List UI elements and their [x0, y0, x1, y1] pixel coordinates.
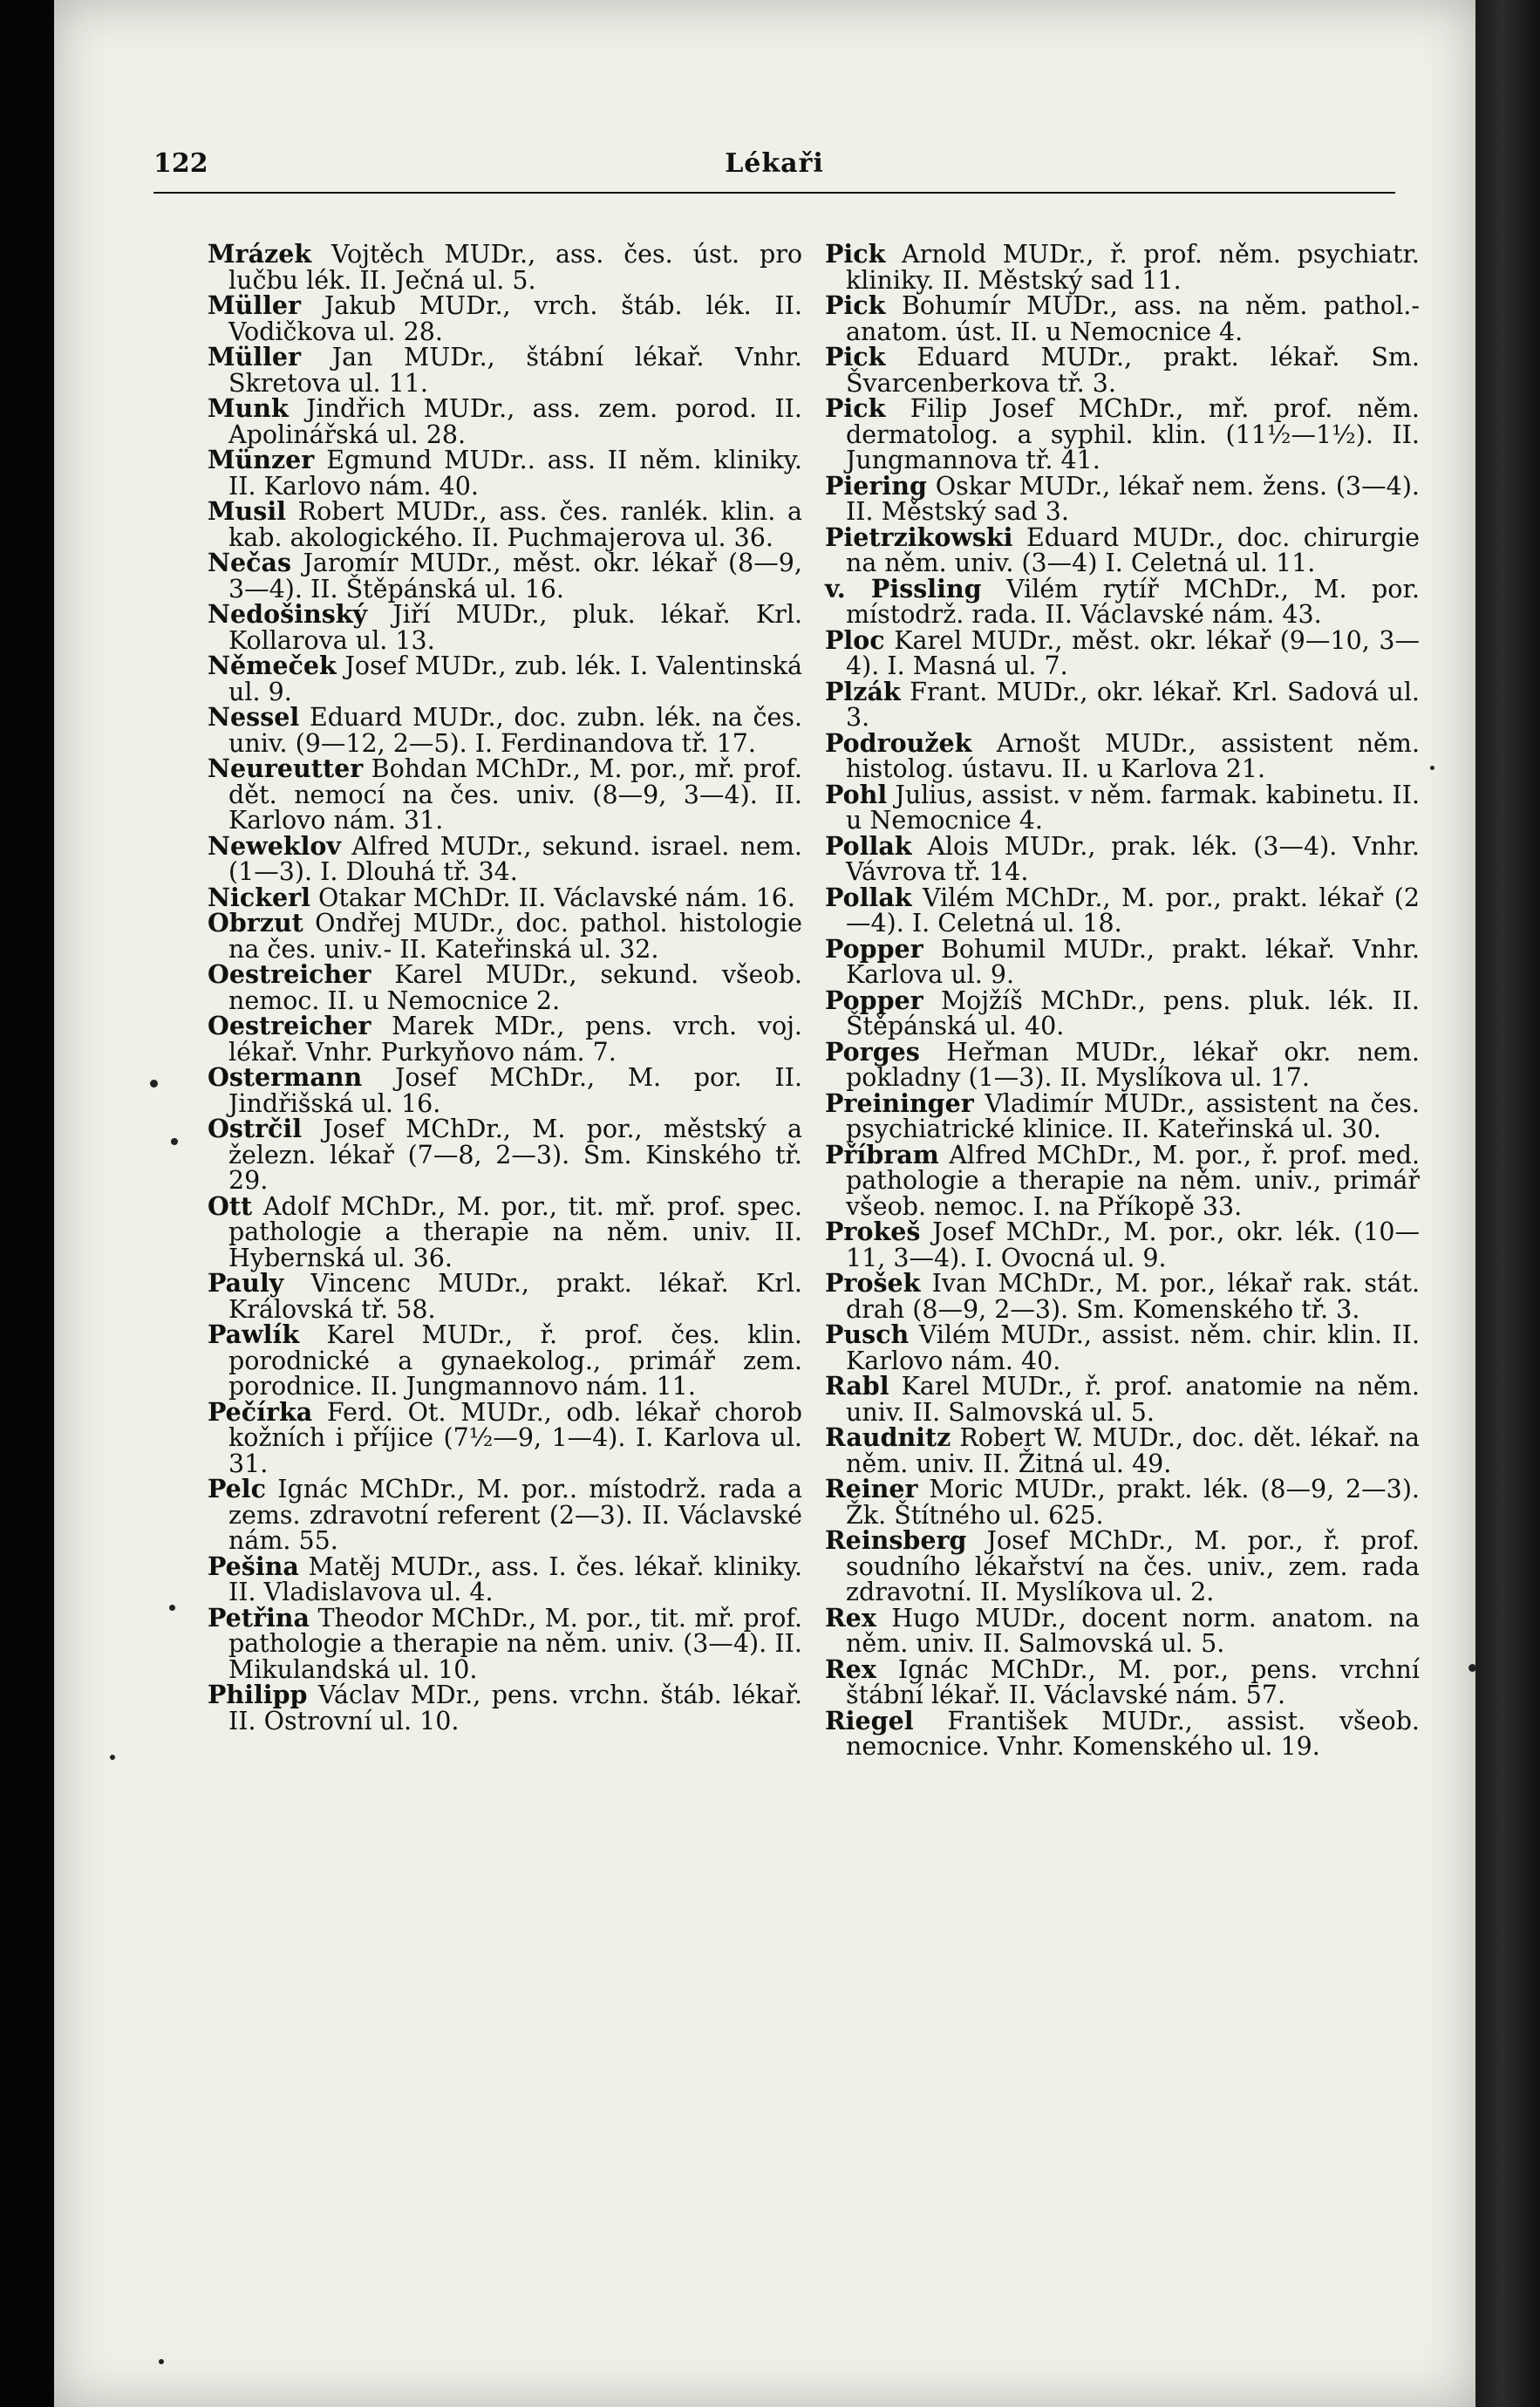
entry-surname: Riegel — [825, 1705, 914, 1735]
directory-entry — [825, 573, 1421, 629]
directory-entry — [208, 550, 802, 602]
entry-details: Julius, assist. v něm. farmak. kabinetu. II. u Nemocnice 4. — [846, 780, 1421, 835]
entry-details: Oskar MUDr., lékař nem. žens. (3—4). II. Městský sad 3. — [846, 471, 1420, 526]
entry-details: Ferd. Ot. MUDr., odb. lékař chorob kožních i příjice (7½—9, 1—4). I. Karlova ul. 31. — [228, 1397, 803, 1478]
entry-details: Matěj MUDr., ass. I. čes. lékař. kliniky. II. Vladislavova ul. 4. — [228, 1551, 803, 1606]
directory-entry — [825, 1319, 1420, 1375]
entry-details: Jaromír MUDr., měst. okr. lékař (8—9, 3—4). II. Štěpánská ul. 16. — [228, 549, 802, 603]
entry-surname: Pick — [825, 393, 886, 423]
directory-entry — [825, 882, 1420, 938]
entry-surname: Müller — [208, 342, 302, 372]
directory-entry — [208, 1268, 802, 1324]
entry-surname: Reinsberg — [825, 1525, 967, 1555]
entry-surname: Rabl — [825, 1371, 889, 1401]
entry-surname: Nedošinský — [208, 599, 368, 629]
scan-speck — [150, 1080, 158, 1088]
entry-surname: Popper — [825, 985, 923, 1015]
entry-surname: Nessel — [208, 702, 300, 732]
entry-details: Hugo MUDr., docent norm. anatom. na něm. univ. II. Salmovská ul. 5. — [846, 1603, 1421, 1658]
directory-entry — [208, 882, 802, 912]
directory-entry — [825, 1422, 1420, 1478]
entry-details: Robert W. MUDr., doc. dět. lékař. na něm. univ. II. Žitná ul. 49. — [846, 1423, 1420, 1478]
entry-details: Arnold MUDr., ř. prof. něm. psychiatr. kliniky. II. Městský sad 11. — [846, 240, 1420, 295]
entry-details: Karel MUDr., ř. prof. anatomie na něm. univ. II. Salmovská ul. 5. — [846, 1372, 1420, 1427]
directory-entry — [208, 447, 802, 499]
entry-surname: Raudnitz — [825, 1422, 951, 1452]
entry-surname: Prošek — [825, 1268, 921, 1298]
entry-details: Vilém MUDr., assist. něm. chir. klin. II. Karlovo nám. 40. — [846, 1320, 1420, 1375]
scan-speck — [169, 1605, 175, 1611]
entry-details: Moric MUDr., prakt. lék. (8—9, 2—3). Žk. Štítného ul. 625. — [846, 1475, 1420, 1530]
directory-entry — [825, 393, 1420, 474]
entry-surname: Obrzut — [208, 908, 303, 938]
entry-surname: Nečas — [208, 548, 292, 577]
entry-details: Vilém MChDr., M. por., prakt. lékař (2—4). I. Celetná ul. 18. — [846, 883, 1420, 938]
entry-surname: Munk — [208, 393, 289, 423]
directory-entry — [208, 1476, 802, 1554]
entry-details: Ignác MChDr., M. por., pens. vrchní štábní lékař. II. Václavské nám. 57. — [846, 1654, 1420, 1709]
entry-details: Josef MChDr., M. por., ř. prof. soudního lékařství na čes. univ., zem. rada zdravotní. II. Myslíkova ul. 2. — [846, 1526, 1420, 1606]
directory-entry — [208, 653, 802, 705]
directory-entry — [825, 1602, 1421, 1658]
entry-surname: Pohl — [825, 779, 888, 809]
entry-details: Vilém rytíř MChDr., M. por. místodrž. rada. II. Václavské nám. 43. — [846, 574, 1421, 629]
entry-details: Jan MUDr., štábní lékař. Vnhr. Skretova ul. 11. — [228, 343, 802, 398]
page-number: 122 — [153, 148, 208, 179]
directory-entry — [208, 344, 802, 396]
entry-surname: Pick — [825, 342, 886, 372]
entry-details: Vojtěch MUDr., ass. čes. úst. pro lučbu lék. II. Ječná ul. 5. — [228, 240, 803, 295]
directory-entry — [825, 933, 1420, 989]
directory-entry — [208, 1682, 802, 1734]
directory-entry — [825, 1705, 1420, 1761]
entry-surname: Ostrčil — [208, 1114, 303, 1143]
entry-surname: Pollak — [825, 882, 912, 912]
entry-surname: v. Pissling — [825, 573, 982, 603]
entry-surname: Plzák — [825, 676, 901, 706]
entry-details: Eduard MUDr., doc. chirurgie na něm. univ. (3—4) I. Celetná ul. 11. — [846, 522, 1421, 577]
entry-surname: Prokeš — [825, 1217, 921, 1246]
entry-details: Ignác MChDr., M. por.. místodrž. rada a zems. zdravotní referent (2—3). II. Václavské nám. 55. — [228, 1475, 803, 1555]
directory-entry — [208, 959, 802, 1015]
entry-details: Egmund MUDr.. ass. II něm. kliniky. II. Karlovo nám. 40. — [228, 446, 802, 501]
entry-surname: Ostermann — [208, 1062, 363, 1092]
directory-entry — [825, 1371, 1420, 1427]
directory-entry — [208, 599, 803, 655]
entry-surname: Pick — [825, 290, 886, 320]
scan-speck — [1468, 1664, 1476, 1672]
directory-entry — [825, 239, 1420, 295]
entry-details: Adolf MChDr., M. por., tit. mř. prof. spec. pathologie a therapie na něm. univ. II. Hybernská ul. 36. — [228, 1191, 802, 1272]
directory-entry — [208, 702, 802, 758]
entry-details: Eduard MUDr., prakt. lékař. Sm. Švarcenberkova tř. 3. — [846, 343, 1420, 398]
entry-details: Otakar MChDr. II. Václavské nám. 16. — [318, 883, 795, 912]
directory-entry — [208, 1190, 802, 1272]
directory-entry — [825, 470, 1420, 526]
directory-entry — [825, 1654, 1420, 1709]
entry-surname: Porges — [825, 1036, 920, 1067]
directory-entry — [208, 1013, 802, 1065]
scan-speck — [171, 1138, 178, 1145]
entry-surname: Němeček — [208, 651, 337, 680]
entry-surname: Příbram — [825, 1139, 939, 1169]
entry-details: Karel MUDr., sekund. všeob. nemoc. II. u Nemocnice 2. — [228, 960, 802, 1015]
entry-surname: Müller — [208, 290, 302, 320]
running-title: Lékaři — [725, 148, 824, 179]
entry-surname: Ott — [208, 1190, 253, 1221]
directory-entry — [825, 1088, 1420, 1143]
directory-entry — [208, 239, 803, 295]
directory-entry — [208, 1116, 802, 1194]
directory-entry — [208, 1551, 803, 1606]
entry-surname: Musil — [208, 496, 286, 526]
directory-entry — [208, 753, 802, 835]
entry-surname: Rex — [825, 1602, 876, 1633]
directory-entry — [825, 290, 1420, 346]
entry-surname: Piering — [825, 470, 927, 501]
entry-surname: Neweklov — [208, 830, 341, 861]
entry-surname: Reiner — [825, 1474, 918, 1504]
book-edge-shadow — [1475, 0, 1540, 2407]
directory-entry — [825, 727, 1421, 783]
directory-entry — [208, 496, 802, 552]
entry-surname: Pawlík — [208, 1319, 300, 1349]
entry-details: Robert MUDr., ass. čes. ranlék. klin. a kab. akologického. II. Puchmajerova ul. 36. — [228, 497, 802, 552]
entry-surname: Pick — [825, 239, 886, 269]
entry-details: Bohdan MChDr., M. por., mř. prof. dět. nemocí na čes. univ. (8—9, 3—4). II. Karlovo nám. 31. — [228, 754, 802, 835]
directory-entry — [825, 344, 1420, 396]
directory-entry — [208, 1396, 803, 1478]
directory-entry — [825, 1525, 1420, 1606]
entry-surname: Oestreicher — [208, 959, 371, 989]
entry-details: Marek MDr., pens. vrch. voj. lékař. Vnhr. Purkyňovo nám. 7. — [228, 1012, 802, 1067]
directory-entry — [825, 830, 1420, 886]
directory-entry — [825, 1139, 1421, 1221]
scan-speck — [159, 2359, 164, 2364]
entry-details: Jiří MUDr., pluk. lékař. Krl. Kollarova ul. 13. — [228, 600, 803, 655]
entry-details: Josef MChDr., M. por. II. Jindřišská ul. 16. — [228, 1063, 803, 1118]
entry-details: Jindřich MUDr., ass. zem. porod. II. Apolinářská ul. 28. — [228, 394, 802, 449]
directory-entry — [208, 1602, 802, 1684]
directory-entry — [825, 1036, 1420, 1092]
directory-entry — [208, 393, 802, 449]
entry-details: Alfred MChDr., M. por., ř. prof. med. pathologie a therapie na něm. univ., primář všeob. nemoc. I. na Příkopě 33. — [846, 1140, 1421, 1221]
scan-speck — [110, 1755, 115, 1760]
left-column — [208, 239, 803, 1735]
entry-surname: Pečírka — [208, 1396, 313, 1427]
entry-details: Karel MUDr., ř. prof. čes. klin. porodnické a gynaekolog., primář zem. porodnice. II. Jungmannovo nám. 11. — [228, 1320, 802, 1401]
entry-details: Alfred MUDr., sekund. israel. nem. (1—3). I. Dlouhá tř. 34. — [228, 831, 802, 886]
entry-details: Heřman MUDr., lékař okr. nem. pokladny (1—3). II. Myslíkova ul. 17. — [846, 1037, 1420, 1092]
entry-surname: Petřina — [208, 1602, 310, 1633]
entry-details: Alois MUDr., prak. lék. (3—4). Vnhr. Vávrova tř. 14. — [846, 831, 1420, 886]
directory-entry — [825, 985, 1420, 1040]
directory-entry — [825, 1219, 1420, 1271]
entry-details: Ivan MChDr., M. por., lékař rak. stát. drah (8—9, 2—3). Sm. Komenského tř. 3. — [846, 1269, 1421, 1324]
directory-entry — [825, 1476, 1420, 1528]
directory-entry — [208, 1319, 802, 1401]
entry-surname: Ploc — [825, 624, 885, 655]
directory-entry — [825, 624, 1420, 680]
entry-details: Josef MUDr., zub. lék. I. Valentinská ul. 9. — [228, 651, 802, 706]
entry-details: Arnošt MUDr., assistent něm. histolog. ústavu. II. u Karlova 21. — [846, 728, 1421, 783]
directory-entry — [825, 522, 1421, 577]
entry-details: Karel MUDr., měst. okr. lékař (9—10, 3—4). I. Masná ul. 7. — [846, 625, 1420, 680]
entry-details: Bohumír MUDr., ass. na něm. pathol.-anatom. úst. II. u Nemocnice 4. — [846, 291, 1420, 346]
entry-details: František MUDr., assist. všeob. nemocnice. Vnhr. Komenského ul. 19. — [846, 1706, 1420, 1761]
entry-surname: Pauly — [208, 1268, 284, 1298]
right-column — [825, 239, 1421, 1761]
entry-surname: Philipp — [208, 1680, 308, 1709]
entry-details: Josef MChDr., M. por., městský a železn. lékař (7—8, 2—3). Sm. Kinského tř. 29. — [228, 1115, 802, 1195]
entry-surname: Rex — [825, 1654, 876, 1684]
entry-details: Jakub MUDr., vrch. štáb. lék. II. Vodičkova ul. 28. — [228, 291, 803, 346]
directory-entry — [208, 830, 802, 886]
entry-details: Bohumil MUDr., prakt. lékař. Vnhr. Karlova ul. 9. — [846, 934, 1420, 989]
entry-details: Filip Josef MChDr., mř. prof. něm. dermatolog. a syphil. klin. (11½—1½). II. Jungmannova tř. 41. — [846, 394, 1420, 474]
entry-surname: Pietrzikowski — [825, 522, 1013, 552]
entry-details: Josef MChDr., M. por., okr. lék. (10—11, 3—4). I. Ovocná ul. 9. — [846, 1217, 1420, 1272]
entry-surname: Preininger — [825, 1088, 974, 1118]
entry-details: Frant. MUDr., okr. lékař. Krl. Sadová ul. 3. — [846, 677, 1420, 732]
entry-details: Eduard MUDr., doc. zubn. lék. na čes. univ. (9—12, 2—5). I. Ferdinandova tř. 17. — [228, 703, 802, 758]
directory-entry — [825, 779, 1421, 835]
scan-speck — [1430, 766, 1434, 770]
entry-surname: Popper — [825, 933, 923, 964]
directory-entry — [825, 1268, 1421, 1324]
entry-details: Vladimír MUDr., assistent na čes. psychiatrické klinice. II. Kateřinská ul. 30. — [846, 1088, 1420, 1143]
entry-surname: Pollak — [825, 830, 912, 861]
entry-surname: Pelc — [208, 1474, 266, 1504]
entry-surname: Pusch — [825, 1319, 910, 1349]
page-header — [153, 148, 1395, 194]
directory-entry — [208, 910, 802, 962]
entry-details: Václav MDr., pens. vrchn. štáb. lékař. II. Ostrovní ul. 10. — [228, 1681, 803, 1735]
directory-entry — [208, 290, 803, 346]
entry-details: Vincenc MUDr., prakt. lékař. Krl. Královská tř. 58. — [228, 1269, 802, 1324]
entry-surname: Podroužek — [825, 727, 972, 758]
entry-details: Mojžíš MChDr., pens. pluk. lék. II. Štěpánská ul. 40. — [846, 985, 1420, 1040]
entry-surname: Pešina — [208, 1551, 299, 1581]
entry-surname: Münzer — [208, 445, 315, 474]
directory-entry — [825, 676, 1420, 732]
entry-details: Theodor MChDr., M. por., tit. mř. prof. pathologie a therapie na něm. univ. (3—4). II. Mikulandská ul. 10. — [228, 1603, 802, 1684]
entry-surname: Oestreicher — [208, 1011, 371, 1040]
entry-surname: Mrázek — [208, 239, 312, 269]
entry-surname: Nickerl — [208, 882, 310, 912]
directory-entry — [208, 1062, 803, 1118]
entry-details: Ondřej MUDr., doc. pathol. histologie na čes. univ.- II. Kateřinská ul. 32. — [228, 909, 803, 964]
entry-surname: Neureutter — [208, 753, 364, 783]
